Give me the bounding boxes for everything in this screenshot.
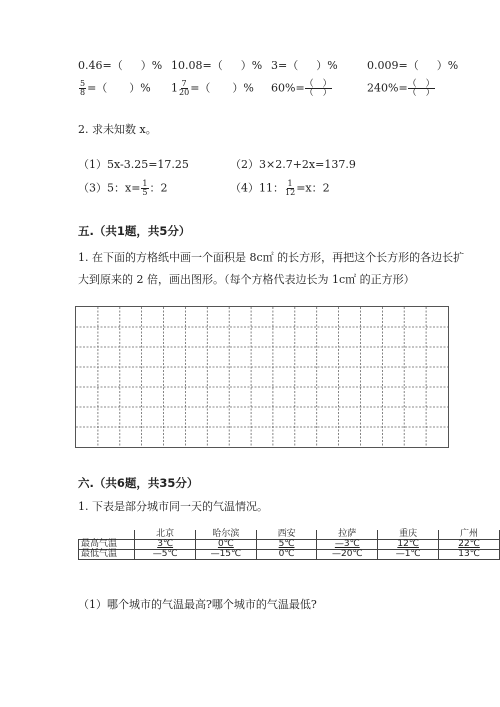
equation-1: （1）5x-3.25=17.25 <box>78 158 189 171</box>
equation-2: （2）3×2.7+2x=137.9 <box>230 158 356 171</box>
conversion-6 <box>171 80 254 97</box>
conversion-2-left: 10.08=（ <box>171 59 223 72</box>
conversion-4-left: 0.009=（ <box>367 59 419 72</box>
conversion-7-left: 60%= <box>271 81 305 95</box>
conversion-7 <box>271 80 332 97</box>
table-cell: 3℃ <box>135 540 196 550</box>
conversion-8-left: 240%= <box>367 81 408 95</box>
section-6-heading: 六.（共6题，共35分） <box>78 476 199 490</box>
conversion-2 <box>171 59 262 73</box>
temperature-table <box>78 530 500 560</box>
conversion-3 <box>271 59 338 73</box>
table-header-cell: 哈尔滨 <box>195 530 256 540</box>
table-cell: 12℃ <box>378 540 439 550</box>
drawing-grid[interactable] <box>75 306 449 448</box>
section-5-heading: 五.（共1题，共5分） <box>78 224 191 238</box>
grid-lines <box>76 307 448 447</box>
table-cell: —3℃ <box>317 540 378 550</box>
section-5-line-2: 大到原来的 2 倍，画出图形。（每个方格代表边长为 1c㎡ 的正方形） <box>78 273 415 286</box>
conversion-8 <box>367 80 435 97</box>
mixed-whole: 1 <box>171 81 178 95</box>
table-header-cell: 北京 <box>135 530 196 540</box>
fraction: $\frac{1}{12}$ <box>285 179 296 197</box>
table-cell: 22℃ <box>439 540 500 550</box>
table-cell: 0℃ <box>256 550 317 560</box>
row-label: 最高气温 <box>79 540 135 550</box>
table-cell: 0℃ <box>195 540 256 550</box>
conversion-3-right: ）% <box>316 59 338 72</box>
q2-title: 2. 求未知数 x。 <box>78 123 157 136</box>
conversion-5-rest: =（ ）% <box>87 81 151 95</box>
section-5-line-1: 1. 在下面的方格纸中画一个面积是 8c㎡ 的长方形，再把这个长方形的各边长扩 <box>78 251 465 264</box>
fraction: $\frac{1}{5}$ <box>142 179 148 197</box>
fraction-blank: （ ） （ ） <box>304 79 332 98</box>
equation-3: （3）5：x= $\frac{1}{5}$ ：2 <box>78 179 168 197</box>
table-cell: —5℃ <box>135 550 196 560</box>
table-header-cell: 拉萨 <box>317 530 378 540</box>
section-6-question-1: （1）哪个城市的气温最高?哪个城市的气温最低? <box>78 598 317 611</box>
table-row <box>79 540 500 550</box>
table-cell: —1℃ <box>378 550 439 560</box>
table-cell: 13℃ <box>439 550 500 560</box>
fraction: $\frac{5}{8}$ <box>80 79 86 97</box>
row-label: 最低气温 <box>79 550 135 560</box>
section-6-intro: 1. 下表是部分城市同一天的气温情况。 <box>78 500 268 513</box>
conversion-5 <box>78 80 151 97</box>
table-header-cell: 重庆 <box>378 530 439 540</box>
equation-4: （4）11： $\frac{1}{12}$ =x：2 <box>230 179 330 197</box>
fraction-blank: （ ） （ ） <box>407 79 435 98</box>
table-header-cell: 西安 <box>256 530 317 540</box>
table-header-cell: 广州 <box>439 530 500 540</box>
fraction: $\frac{7}{20}$ <box>179 79 190 97</box>
conversion-4 <box>367 59 458 73</box>
conversion-1 <box>78 59 162 73</box>
conversion-2-right: ）% <box>240 59 263 72</box>
conversion-1-right: ）% <box>140 59 163 72</box>
conversion-1-left: 0.46=（ <box>78 59 123 72</box>
conversion-4-right: ）% <box>436 59 459 72</box>
table-cell: 5℃ <box>256 540 317 550</box>
table-cell: —15℃ <box>195 550 256 560</box>
table-row <box>79 550 500 560</box>
conversion-3-left: 3=（ <box>271 59 299 72</box>
table-cell: —20℃ <box>317 550 378 560</box>
conversion-6-rest: =（ ）% <box>190 81 254 95</box>
